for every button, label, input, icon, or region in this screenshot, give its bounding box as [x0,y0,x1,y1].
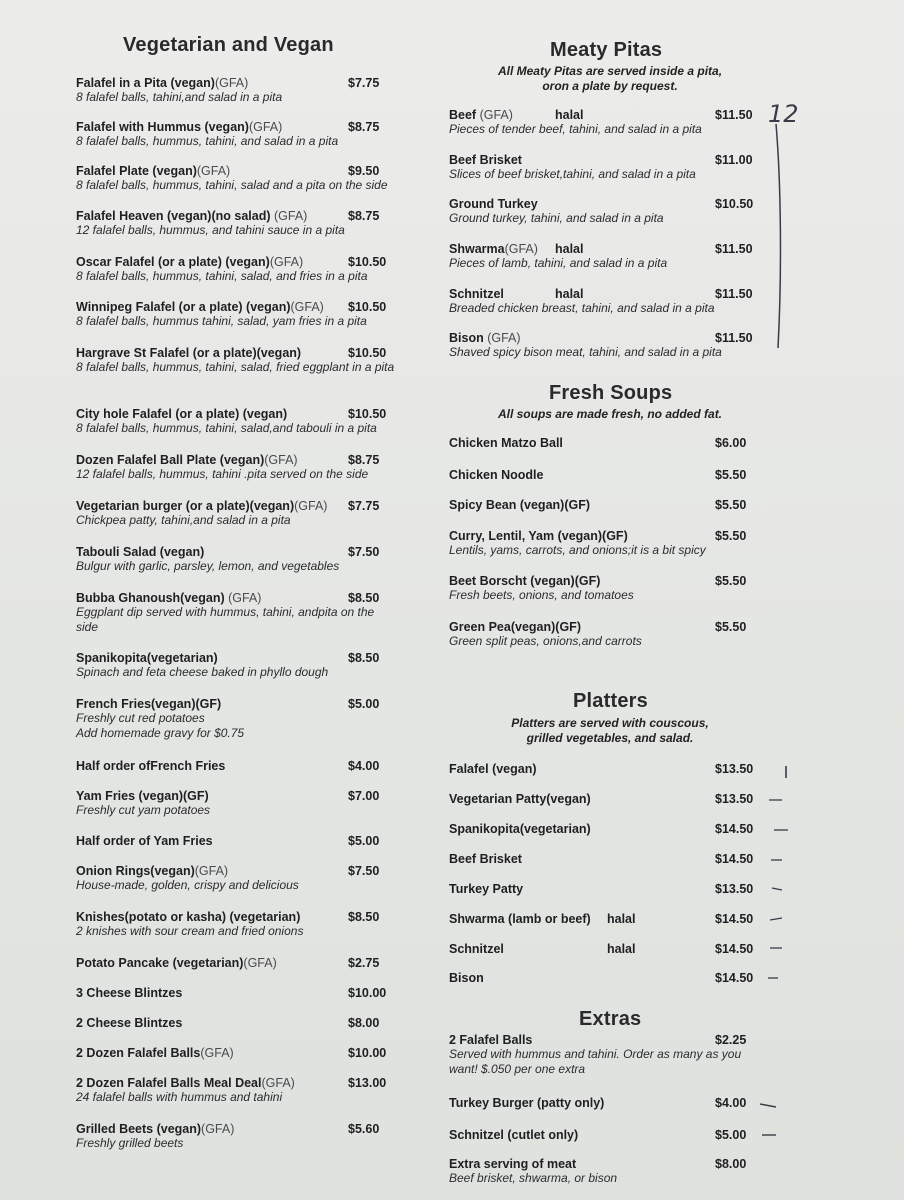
item-price: $8.75 [348,453,380,467]
item-description: Pieces of tender beef, tahini, and salad in a pita [449,122,702,136]
menu-item [76,834,392,848]
item-price: $2.25 [715,1033,747,1047]
gluten-tag: (GFA) [214,76,249,90]
item-price: $13.00 [348,1076,387,1090]
item-name [76,834,392,848]
item-name-text: Dozen Falafel Ball Plate (vegan) [76,453,265,467]
item-name [449,574,760,588]
item-description: Served with hummus and tahini. Order as many as you want! $.050 per one extra [449,1047,742,1076]
item-name-text: Chicken Matzo Ball [449,436,563,450]
menu-item [449,529,760,558]
item-price: $10.50 [348,300,387,314]
gluten-tag: (GFA) [200,1046,234,1060]
item-name-text: Schnitzel [449,287,504,301]
item-price: $11.50 [715,242,753,256]
item-name-text: Turkey Burger (patty only) [449,1096,605,1110]
item-description: 12 falafel balls, hummus, and tahini sauce in a pita [76,223,345,237]
item-description: Chickpea patty, tahini,and salad in a pita [76,513,291,527]
item-description: 8 falafel balls, hummus tahini, salad, yam fries in a pita [76,314,367,328]
item-name [76,697,392,711]
item-price: $10.00 [348,1046,387,1060]
item-name [449,912,760,926]
item-name [449,108,760,122]
item-price: $9.50 [348,164,380,178]
menu-item [76,651,392,680]
menu-item [449,882,760,896]
menu-item [449,197,760,226]
item-description: 8 falafel balls, tahini,and salad in a pita [76,90,283,104]
menu-item [449,287,760,316]
item-name-text: Onion Rings(vegan) [76,864,195,878]
item-name-text: Beef Brisket [449,153,522,167]
section-note: All Meaty Pitas are served inside a pita, oron a plate by request. [497,64,723,93]
item-name [76,300,392,314]
menu-item [76,545,392,574]
item-price: $4.00 [348,759,380,773]
item-name-text: Oscar Falafel (or a plate) (vegan) [76,255,270,269]
menu-item [76,697,392,741]
item-name-text: Falafel in a Pita (vegan) [76,76,215,90]
item-price: $11.50 [715,331,753,345]
section-note: All soups are made fresh, no added fat. [497,407,723,421]
item-name [449,792,760,806]
item-name-text: Half order ofFrench Fries [76,759,226,773]
item-price: $8.00 [348,1016,380,1030]
menu-item [449,436,760,450]
menu-item [449,852,760,866]
item-price: $4.00 [715,1096,747,1110]
item-price: $10.50 [715,197,754,211]
item-name [449,1096,760,1110]
item-name [449,468,760,482]
item-price: $8.75 [348,209,380,223]
item-name [449,882,760,896]
menu-item [76,910,392,939]
gluten-tag: (GFA) [269,255,304,269]
item-name-text: French Fries(vegan)(GF) [76,697,222,711]
menu-item [76,300,392,329]
menu-item [76,591,392,635]
item-name-text: Beef [449,108,477,122]
menu-item [76,864,392,893]
tally-marks [758,1098,782,1142]
item-name-text: Falafel (vegan) [449,762,537,776]
gluten-tag: (GFA) [196,164,231,178]
menu-item [449,574,760,603]
item-price: $5.00 [348,834,380,848]
item-name-text: Shwarma (lamb or beef) [449,912,591,926]
item-name [76,120,392,134]
item-price: $5.50 [715,468,747,482]
item-name-text: 2 Dozen Falafel Balls [76,1046,201,1060]
halal-label: halal [555,287,584,301]
item-price: $5.60 [348,1122,380,1136]
menu-item [449,1128,760,1142]
handwritten-note: 12 [768,100,799,128]
gluten-tag: (GFA) [264,453,298,467]
menu-item [76,986,392,1000]
item-name-text: Knishes(potato or kasha) (vegetarian) [76,910,301,924]
item-description: 2 knishes with sour cream and fried onions [76,924,304,938]
gluten-tag: (GFA) [248,120,283,134]
item-price: $8.50 [348,591,380,605]
item-name [449,1033,760,1047]
item-description: Spinach and feta cheese baked in phyllo dough [76,665,329,679]
menu-item [76,1076,392,1105]
item-price: $2.75 [348,956,380,970]
menu-item [449,971,760,985]
item-name [449,852,760,866]
item-description: Eggplant dip served with hummus, tahini, andpita on the side [76,605,375,634]
section-title: Extras [579,1008,642,1030]
item-price: $5.00 [715,1128,747,1142]
item-description: Lentils, yams, carrots, and onions;it is a bit spicy [449,543,706,557]
bracket-mark [772,122,786,352]
item-name [449,287,760,301]
item-name-text: Shwarma [449,242,505,256]
menu-item [76,956,392,970]
item-price: $10.50 [348,255,387,269]
menu-item [76,453,392,482]
item-name-text: Bison [449,971,484,985]
item-description: Fresh beets, onions, and tomatoes [449,588,634,602]
section-title: Fresh Soups [549,382,673,404]
item-price: $8.75 [348,120,380,134]
menu-item [449,792,760,806]
item-name-text: Falafel Plate (vegan) [76,164,197,178]
item-description: 8 falafel balls, hummus, tahini, salad and a pita on the side [76,178,388,192]
item-name-text: Turkey Patty [449,882,524,896]
item-price: $5.50 [715,574,747,588]
item-name [449,529,760,543]
item-price: $14.50 [715,852,754,866]
menu-item [76,255,392,284]
menu-item [76,407,392,436]
item-name [76,1122,392,1136]
item-name [449,942,760,956]
menu-item [449,242,760,271]
section-note: Platters are served with couscous, grilled vegetables, and salad. [511,716,709,745]
halal-label: halal [607,912,636,926]
item-name-text: Curry, Lentil, Yam (vegan)(GF) [449,529,628,543]
menu-item [449,468,760,482]
menu-item [449,1033,760,1077]
menu-item [449,762,760,776]
item-name-text: Falafel Heaven (vegan)(no salad) [76,209,271,223]
item-description: Pieces of lamb, tahini, and salad in a pita [449,256,668,270]
item-price: $5.50 [715,529,747,543]
item-name-text: Grilled Beets (vegan) [76,1122,202,1136]
menu-item [76,499,392,528]
item-name [76,1076,392,1090]
item-name [76,255,392,269]
menu-item [449,1096,760,1110]
item-name-text: Chicken Noodle [449,468,544,482]
item-name [449,242,760,256]
item-description: 12 falafel balls, hummus, tahini .pita served on the side [76,467,369,481]
item-description: Green split peas, onions,and carrots [449,634,642,648]
item-price: $14.50 [715,912,754,926]
item-name [76,759,392,773]
item-name-text: 2 Dozen Falafel Balls Meal Deal [76,1076,262,1090]
item-description: Add homemade gravy for $0.75 [76,726,245,740]
item-description: 24 falafel balls with hummus and tahini [76,1090,283,1104]
item-name-text: 2 Cheese Blintzes [76,1016,183,1030]
item-price: $14.50 [715,822,754,836]
item-name-text: 3 Cheese Blintzes [76,986,183,1000]
gluten-tag: (GFA) [194,864,229,878]
item-name [76,209,392,223]
menu-item [76,1016,392,1030]
menu-item [449,912,760,926]
item-name [76,591,392,605]
item-price: $10.50 [348,407,387,421]
gluten-tag: (GFA) [483,331,521,345]
item-price: $13.50 [715,792,754,806]
item-price: $11.50 [715,287,753,301]
item-name [449,498,760,512]
item-price: $7.75 [348,76,380,90]
menu-item [76,164,392,193]
halal-label: halal [607,942,636,956]
item-name [76,545,392,559]
item-name [449,822,760,836]
item-price: $14.50 [715,971,754,985]
item-price: $8.50 [348,910,380,924]
item-name [76,164,392,178]
item-name-text: City hole Falafel (or a plate) (vegan) [76,407,288,421]
item-name [76,499,392,513]
item-name [76,651,392,665]
item-name-text: Beet Borscht (vegan)(GF) [449,574,601,588]
item-name-text: Schnitzel [449,942,504,956]
item-name [449,436,760,450]
gluten-tag: (GFA) [261,1076,295,1090]
item-description: Ground turkey, tahini, and salad in a pita [449,211,664,225]
menu-item [76,120,392,149]
item-name-text: Bison [449,331,484,345]
item-name [76,407,392,421]
item-price: $7.50 [348,864,380,878]
item-price: $7.50 [348,545,380,559]
item-name [76,789,392,803]
item-name [449,153,760,167]
item-name-text: Spanikopita(vegetarian) [76,651,218,665]
item-description: 8 falafel balls, hummus, tahini, salad, fried eggplant in a pita [76,360,395,374]
item-name-text: Bubba Ghanoush(vegan) [76,591,225,605]
item-name [76,1016,392,1030]
menu-item [449,942,760,956]
menu-item [76,346,395,375]
tally-marks [764,760,794,992]
item-description: 8 falafel balls, hummus, tahini, salad,and tabouli in a pita [76,421,377,435]
item-price: $14.50 [715,942,754,956]
item-price: $13.50 [715,882,754,896]
item-name [76,986,392,1000]
item-price: $5.50 [715,620,747,634]
section-title: Vegetarian and Vegan [123,34,334,56]
item-name [449,1157,760,1171]
item-name [449,971,760,985]
item-price: $5.00 [348,697,380,711]
item-name-text: Green Pea(vegan)(GF) [449,620,581,634]
gluten-tag: (GFA) [201,1122,235,1136]
section-title: Platters [573,690,648,712]
menu-item [449,1157,760,1186]
item-name-text: Vegetarian Patty(vegan) [449,792,591,806]
item-price: $10.00 [348,986,387,1000]
item-name [76,956,392,970]
item-name-text: Tabouli Salad (vegan) [76,545,205,559]
item-name-text: Spanikopita(vegetarian) [449,822,591,836]
item-name [76,76,392,90]
item-name [76,453,392,467]
menu-item [76,789,392,818]
item-name-text: Spicy Bean (vegan)(GF) [449,498,590,512]
menu-item [76,1122,392,1151]
item-name-text: 2 Falafel Balls [449,1033,533,1047]
menu-item [449,822,760,836]
menu-item [76,759,392,773]
halal-label: halal [555,242,584,256]
item-description: Breaded chicken breast, tahini, and salad in a pita [449,301,715,315]
item-description: 8 falafel balls, hummus, tahini, salad, and fries in a pita [76,269,368,283]
item-name [449,331,760,345]
item-name-text: Half order of Yam Fries [76,834,213,848]
item-price: $10.50 [348,346,387,360]
gluten-tag: (GFA) [224,591,262,605]
section-title: Meaty Pitas [550,39,663,61]
item-name [76,864,392,878]
item-description: Freshly cut yam potatoes [76,803,211,817]
gluten-tag: (GFA) [290,300,324,314]
item-description: Bulgur with garlic, parsley, lemon, and vegetables [76,559,340,573]
item-name-text: Falafel with Hummus (vegan) [76,120,249,134]
item-name-text: Potato Pancake (vegetarian) [76,956,244,970]
halal-label: halal [555,108,584,122]
item-name-text: Extra serving of meat [449,1157,577,1171]
item-name [76,910,392,924]
menu-item [449,331,760,360]
gluten-tag: (GFA) [504,242,538,256]
gluten-tag: (GFA) [294,499,328,513]
item-name-text: Winnipeg Falafel (or a plate) (vegan) [76,300,291,314]
item-price: $11.00 [715,153,753,167]
item-price: $6.00 [715,436,747,450]
item-name-text: Hargrave St Falafel (or a plate)(vegan) [76,346,302,360]
item-description: Shaved spicy bison meat, tahini, and salad in a pita [449,345,722,359]
item-description: Slices of beef brisket,tahini, and salad in a pita [449,167,696,181]
menu-item [449,108,760,137]
menu-item [449,620,760,649]
item-description: Freshly grilled beets [76,1136,184,1150]
item-description: Beef brisket, shwarma, or bison [449,1171,618,1185]
item-description: Freshly cut red potatoes [76,711,205,725]
gluten-tag: (GFA) [243,956,277,970]
item-name [76,1046,392,1060]
gluten-tag: (GFA) [476,108,513,122]
gluten-tag: (GFA) [270,209,308,223]
item-name [449,762,760,776]
menu-item [76,209,392,238]
item-price: $13.50 [715,762,754,776]
item-name [449,197,760,211]
item-description: 8 falafel balls, hummus, tahini, and salad in a pita [76,134,339,148]
menu-item [449,153,760,182]
item-description: House-made, golden, crispy and delicious [76,878,299,892]
item-price: $8.00 [715,1157,747,1171]
item-name [76,346,392,360]
item-name-text: Schnitzel (cutlet only) [449,1128,579,1142]
item-name-text: Beef Brisket [449,852,522,866]
menu-item [76,76,392,105]
item-price: $11.50 [715,108,753,122]
item-name-text: Vegetarian burger (or a plate)(vegan) [76,499,295,513]
item-name-text: Ground Turkey [449,197,538,211]
item-price: $5.50 [715,498,747,512]
menu-item [76,1046,392,1060]
item-name [449,620,760,634]
item-name [449,1128,760,1142]
menu-item [449,498,760,512]
item-name-text: Yam Fries (vegan)(GF) [76,789,209,803]
item-price: $7.75 [348,499,380,513]
item-price: $8.50 [348,651,380,665]
item-price: $7.00 [348,789,380,803]
